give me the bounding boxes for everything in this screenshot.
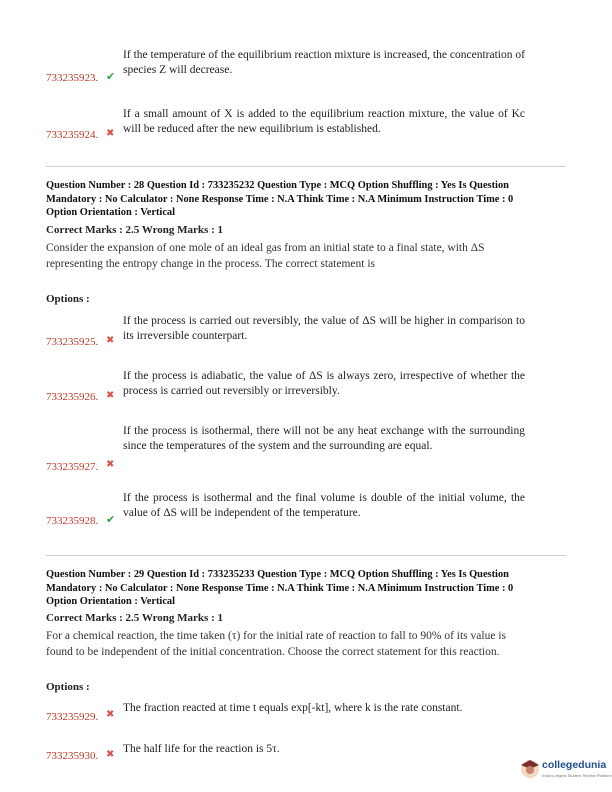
cross-icon: ✖ <box>106 128 115 139</box>
option-id: 733235930. <box>46 750 99 762</box>
question-28-body: Consider the expansion of one mole of an ideal gas from an initial state to a final state, with ΔS representing the entropy change in the process. The correct statement is <box>46 242 485 270</box>
check-icon: ✔ <box>106 70 116 83</box>
option-text: If the process is carried out reversibly, the value of ΔS will be higher in comparison to its irreversible counterpart. <box>123 315 525 342</box>
options-label: Options : <box>46 293 90 305</box>
cross-icon: ✖ <box>106 335 115 346</box>
section-divider <box>46 555 566 556</box>
question-28-marks: Correct Marks : 2.5 Wrong Marks : 1 <box>46 224 223 236</box>
cross-icon: ✖ <box>106 390 115 401</box>
cross-icon: ✖ <box>106 709 115 720</box>
graduate-icon <box>520 758 540 780</box>
option-text: If the process is isothermal and the final volume is double of the initial volume, the value of ΔS will be independent of the temperature. <box>123 492 525 519</box>
option-text: If the temperature of the equilibrium reaction mixture is increased, the concentration of species Z will decrease. <box>123 49 525 76</box>
option-id: 733235926. <box>46 391 99 403</box>
collegedunia-logo <box>520 756 612 788</box>
question-29-header: Question Number : 29 Question Id : 733235233 Question Type : MCQ Option Shuffling : Yes Is Question Mandatory : No Calculator : None Response Time : N.A Think Time : N.A Minimum Instruction Time : 0 Option Orientation : Vertical <box>46 569 514 607</box>
option-id: 733235928. <box>46 515 99 527</box>
options-label: Options : <box>46 681 90 693</box>
option-id: 733235929. <box>46 711 99 723</box>
logo-name: collegedunia <box>542 759 607 771</box>
option-text: If the process is adiabatic, the value of ΔS is always zero, irrespective of whether the process is carried out reversibly or irreversibly. <box>123 370 525 397</box>
section-divider <box>46 166 566 167</box>
cross-icon: ✖ <box>106 459 115 470</box>
option-text: If a small amount of X is added to the equilibrium reaction mixture, the value of Kc will be reduced after the new equilibrium is established. <box>123 108 525 135</box>
option-text: The half life for the reaction is 5τ. <box>123 743 280 755</box>
option-id: 733235925. <box>46 336 99 348</box>
question-29-marks: Correct Marks : 2.5 Wrong Marks : 1 <box>46 612 223 624</box>
option-text: If the process is isothermal, there will not be any heat exchange with the surrounding since the temperatures of the system and the surrounding are equal. <box>123 425 525 452</box>
check-icon: ✔ <box>106 513 116 526</box>
option-id: 733235923. <box>46 72 99 84</box>
option-id: 733235924. <box>46 129 99 141</box>
question-29-body: For a chemical reaction, the time taken (τ) for the initial rate of reaction to fall to 90% of its value is found to be independent of the initial concentration. Choose the correct statement for this reaction. <box>46 630 506 658</box>
option-id: 733235927. <box>46 461 99 473</box>
question-28-header: Question Number : 28 Question Id : 733235232 Question Type : MCQ Option Shuffling : Yes Is Question Mandatory : No Calculator : None Response Time : N.A Think Time : N.A Minimum Instruction Time : 0 Option Orientation : Vertical <box>46 180 514 218</box>
cross-icon: ✖ <box>106 749 115 760</box>
logo-tagline: India's largest Student Review Platform <box>542 773 612 778</box>
option-text: The fraction reacted at time t equals exp[-kt], where k is the rate constant. <box>123 702 463 714</box>
